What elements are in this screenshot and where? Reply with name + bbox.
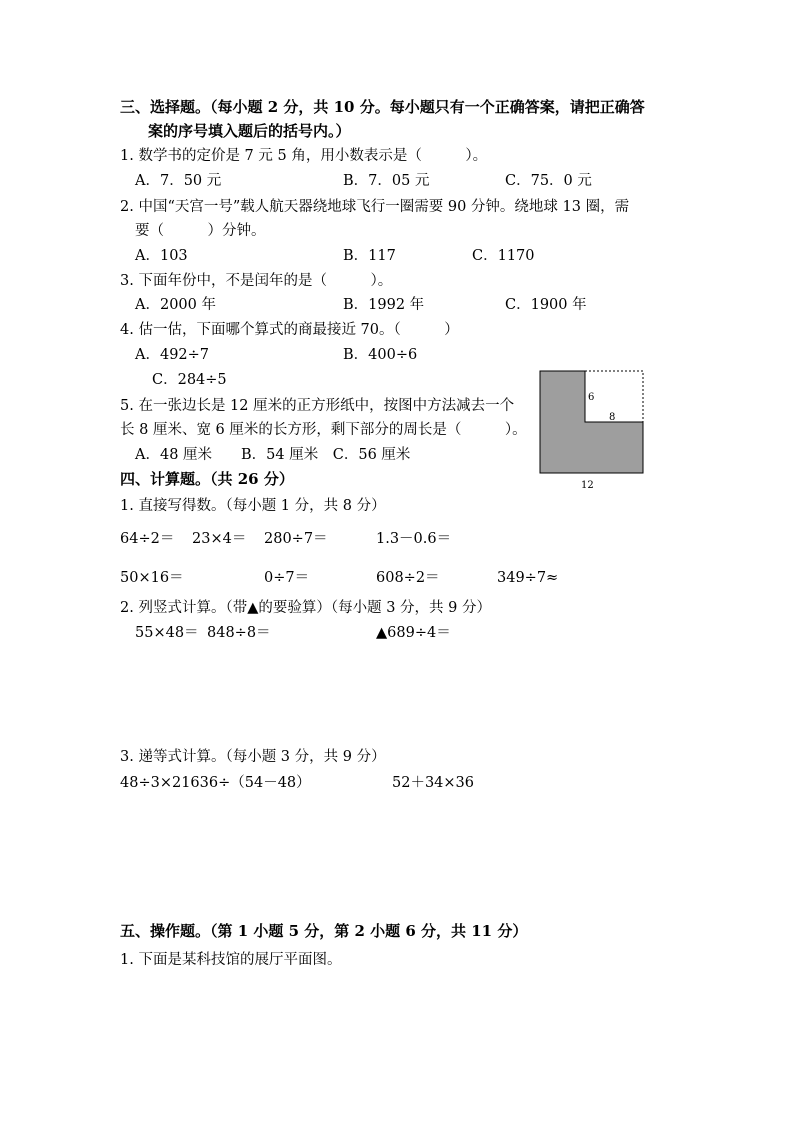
vertical-calc-item: 848÷8＝	[207, 625, 271, 641]
section5-title: 五、操作题。（第 1 小题 5 分，第 2 小题 6 分，共 11 分）	[120, 922, 528, 940]
q1-option-a: A．7．50 元	[135, 173, 222, 189]
vertical-calc-item: 55×48＝	[135, 625, 199, 641]
calc-item: 0÷7＝	[264, 570, 310, 586]
q4-option-a: A．492÷7	[135, 347, 210, 363]
remaining-shape	[540, 371, 643, 473]
q1-option-b: B．7．05 元	[343, 173, 430, 189]
calc-item: 64÷2＝	[120, 531, 175, 547]
calc-item: 23×4＝	[192, 531, 247, 547]
vertical-calc-item: ▲689÷4＝	[376, 625, 451, 641]
q5-stem-line1: 5. 在一张边长是 12 厘米的正方形纸中，按图中方法减去一个	[120, 398, 515, 414]
calc-item: 349÷7≈	[497, 570, 559, 586]
section4-q1-title: 1. 直接写得数。（每小题 1 分，共 8 分）	[120, 498, 386, 514]
q4-option-b: B．400÷6	[343, 347, 418, 363]
section4-title: 四、计算题。（共 26 分）	[120, 470, 294, 488]
q1-stem: 1. 数学书的定价是 7 元 5 角，用小数表示是（ ）。	[120, 148, 488, 164]
section3-title-line1: 三、选择题。（每小题 2 分，共 10 分。每小题只有一个正确答案，请把正确答	[120, 98, 645, 116]
calc-item: 1.3－0.6＝	[376, 531, 452, 547]
q2-option-b: B．117	[343, 248, 396, 264]
q4-stem: 4. 估一估，下面哪个算式的商最接近 70。（ ）	[120, 322, 459, 338]
q2-stem-line2: 要（ ）分钟。	[135, 223, 266, 239]
q2-option-a: A．103	[135, 248, 188, 264]
calc-item: 608÷2＝	[376, 570, 440, 586]
q2-option-c: C．1170	[472, 248, 535, 264]
q5-options: A．48 厘米 B．54 厘米 C．56 厘米	[135, 447, 411, 463]
q5-stem-line2: 长 8 厘米、宽 6 厘米的长方形，剩下部分的周长是（ ）。	[120, 422, 527, 438]
q3-option-a: A．2000 年	[135, 297, 216, 313]
q3-stem: 3. 下面年份中，不是闰年的是（ ）。	[120, 273, 393, 289]
calc-item: 50×16＝	[120, 570, 184, 586]
q3-option-c: C．1900 年	[505, 297, 587, 313]
section5-q1: 1. 下面是某科技馆的展厅平面图。	[120, 952, 342, 968]
section4-q2-title: 2. 列竖式计算。（带▲的要验算）（每小题 3 分，共 9 分）	[120, 600, 491, 616]
q4-option-c: C．284÷5	[152, 372, 227, 388]
calc-item: 280÷7＝	[264, 531, 328, 547]
cut-height-label: 6	[588, 392, 595, 403]
square-cut-figure	[538, 369, 648, 494]
q3-option-b: B．1992 年	[343, 297, 425, 313]
q1-option-c: C．75．0 元	[505, 173, 592, 189]
section4-q3-title: 3. 递等式计算。（每小题 3 分，共 9 分）	[120, 749, 386, 765]
cut-width-label: 8	[609, 412, 616, 423]
section3-title-line2: 案的序号填入题后的括号内。）	[148, 122, 351, 140]
stepwise-calc-item: 52＋34×36	[392, 775, 475, 791]
stepwise-calc-item: 48÷3×21636÷（54－48）	[120, 775, 311, 791]
q2-stem-line1: 2. 中国“天宫一号”载人航天器绕地球飞行一圈需要 90 分钟。绕地球 13 圈，需	[120, 199, 630, 215]
side-length-label: 12	[581, 480, 594, 491]
